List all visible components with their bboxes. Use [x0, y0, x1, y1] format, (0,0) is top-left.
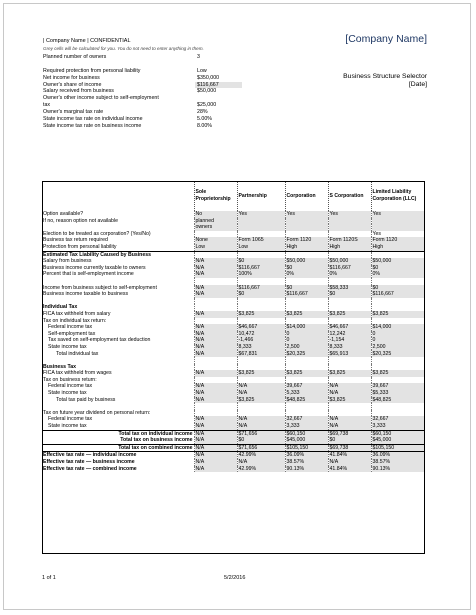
cell-value: N/A: [194, 466, 237, 473]
cell-value: N/A: [237, 383, 285, 390]
input-value[interactable]: $350,000: [197, 74, 220, 81]
input-row: [43, 61, 242, 68]
row-label: Business tax return required: [43, 237, 108, 244]
cell-value: 36.09%: [285, 452, 328, 459]
cell-value: $46,667: [237, 324, 285, 331]
cell-value: 39,667: [371, 383, 424, 390]
cell-value: $14,000: [371, 324, 424, 331]
input-value[interactable]: $25,000: [197, 102, 217, 109]
row-label: Election to be treated as corporation? (Yes/No): [43, 230, 151, 237]
cell-value: Form 1120S: [328, 237, 371, 244]
page-number: 1 of 1: [42, 575, 56, 581]
cell-value: No: [194, 211, 237, 218]
cell-value: $0: [328, 437, 371, 444]
cell-value: Form 1065: [237, 237, 285, 244]
cell-value: $60,150: [371, 430, 424, 437]
cell-value: 3,333: [285, 423, 328, 430]
cell-value: 100%: [237, 271, 285, 278]
input-value[interactable]: 3: [197, 54, 200, 60]
cell-value: $116,667: [328, 265, 371, 272]
cell-value: $116,667: [237, 285, 285, 292]
cell-value: N/A: [194, 337, 237, 344]
cell-value: 5,333: [285, 390, 328, 397]
company-name-title: [Company Name]: [345, 33, 427, 45]
cell-value: 38.57%: [371, 459, 424, 466]
row-label: Total individual tax: [56, 350, 99, 357]
cell-value: N/A: [237, 416, 285, 423]
cell-value: $105,150: [285, 444, 328, 452]
row-label: Total tax on individual income: [42, 430, 194, 437]
cell-value: N/A: [328, 383, 371, 390]
cell-value: -1,466: [237, 337, 285, 344]
cell-value: $116,667: [237, 265, 285, 272]
cell-value: $105,150: [371, 444, 424, 452]
cell-value: $69,738: [328, 444, 371, 452]
cell-value: $50,000: [371, 258, 424, 265]
cell-value: 8,333: [237, 344, 285, 351]
company-confidential-label: | Company Name | CONFIDENTIAL: [43, 38, 131, 44]
cell-value: 32,667: [285, 416, 328, 423]
cell-value: N/A: [194, 383, 237, 390]
input-label: State income tax rate on business income: [43, 122, 142, 129]
cell-value: 0: [285, 337, 328, 344]
cell-value: N/A: [194, 350, 237, 357]
cell-value: N/A: [194, 430, 237, 437]
cell-value: $50,000: [328, 258, 371, 265]
cell-value: $5,333: [371, 390, 424, 397]
row-label: Option available?: [43, 211, 84, 218]
cell-value: 3,333: [371, 423, 424, 430]
cell-value: $116,667: [371, 291, 424, 298]
cell-value: N/A: [237, 459, 285, 466]
column-header: Sole Proprietorship: [194, 181, 237, 211]
cell-value: $58,333: [328, 285, 371, 292]
cell-value: $3,825: [237, 397, 285, 404]
row-label: Federal income tax: [48, 383, 93, 390]
cell-value: $69,738: [328, 430, 371, 437]
cell-value: N/A: [237, 390, 285, 397]
input-row: [43, 116, 242, 123]
row-label: State income tax: [48, 390, 87, 397]
cell-value: $46,667: [328, 324, 371, 331]
row-label: Total tax paid by business: [56, 396, 116, 403]
cell-value: $0: [237, 291, 285, 298]
cell-value: Yes: [285, 211, 328, 218]
cell-value: $3,825: [371, 311, 424, 318]
cell-value: N/A: [194, 390, 237, 397]
cell-value: $0: [237, 258, 285, 265]
cell-value: N/A: [194, 416, 237, 423]
input-label: Owner's marginal tax rate: [43, 109, 104, 116]
row-label: Federal income tax: [48, 324, 93, 331]
input-label: [43, 61, 195, 68]
row-label: FICA tax withheld from wages: [43, 370, 112, 377]
row-label: Federal income tax: [48, 416, 93, 423]
cell-value: $3,825: [328, 397, 371, 404]
cell-value: 0: [285, 331, 328, 338]
cell-value: $3,825: [237, 311, 285, 318]
cell-value: None: [194, 237, 237, 244]
row-label: Total tax on business income: [120, 437, 193, 444]
cell-value: $60,150: [285, 430, 328, 437]
row-label: Tax saved on self-employment tax deduction: [48, 337, 151, 344]
input-label: State income tax rate on individual income: [43, 116, 143, 123]
row-label: Salary from business: [43, 258, 92, 265]
cell-value: $116,667: [285, 291, 328, 298]
input-label: Net income for business: [43, 74, 100, 81]
cell-value: $48,825: [285, 397, 328, 404]
cell-value: N/A: [328, 423, 371, 430]
cell-value: Form 1120: [371, 237, 424, 244]
cell-value: 10,472: [237, 331, 285, 338]
row-label: Effective tax rate — business income: [43, 459, 135, 466]
cell-value: N/A: [194, 331, 237, 338]
cell-value: N/A: [237, 423, 285, 430]
cell-value: $0: [285, 265, 328, 272]
row-label: Business income taxable to business: [43, 291, 129, 298]
cell-value: $0: [237, 437, 285, 444]
cell-value: 0: [371, 331, 424, 338]
input-value[interactable]: [195, 95, 242, 102]
cell-value: $71,656: [237, 444, 285, 452]
cell-value: Yes: [237, 211, 285, 218]
cell-value: 0%: [371, 271, 424, 278]
cell-value: Yes: [371, 211, 424, 218]
cell-value: N/A: [194, 452, 237, 459]
column-header: Limited Liability Corporation (LLC): [371, 181, 424, 211]
input-row: [43, 95, 242, 102]
cell-value: Low: [237, 244, 285, 251]
cell-value: 2,500: [285, 344, 328, 351]
row-label: Effective tax rate — individual income: [42, 452, 194, 459]
cell-value: 90.13%: [285, 466, 328, 473]
row-label: FICA tax withheld from salary: [43, 310, 111, 317]
input-value[interactable]: 8.00%: [197, 122, 213, 129]
cell-value: N/A: [328, 459, 371, 466]
input-label: Required protection from personal liability: [43, 67, 141, 74]
input-row: [43, 88, 242, 95]
cell-value: $14,000: [285, 324, 328, 331]
column-header: Corporation: [285, 181, 328, 211]
selector-title: Business Structure Selector: [343, 73, 427, 80]
cell-value: $20,325: [371, 350, 424, 357]
input-label: Planned number of owners: [43, 54, 107, 60]
cell-value: N/A: [328, 390, 371, 397]
row-label: Income from business subject to self-employment: [43, 284, 157, 291]
cell-value: planned: [194, 218, 237, 225]
column-header: Partnership: [237, 181, 285, 211]
input-value[interactable]: 5.00%: [197, 116, 213, 123]
footer-date: 5/2/2016: [224, 575, 246, 581]
cell-value[interactable]: Yes: [371, 231, 424, 238]
row-label: Estimated Tax Liability Caused by Business: [42, 251, 194, 258]
cell-value: N/A: [194, 258, 237, 265]
cell-value: High: [285, 244, 328, 251]
cell-value: 2,500: [371, 344, 424, 351]
input-row: [43, 82, 242, 89]
row-label: Protection from personal liability: [43, 244, 117, 251]
cell-value: Form 1120: [285, 237, 328, 244]
cell-value: 8,333: [328, 344, 371, 351]
cell-value: N/A: [194, 271, 237, 278]
cell-value: N/A: [194, 324, 237, 331]
row-label: State income tax: [48, 343, 87, 350]
input-label: Salary received from business: [43, 88, 114, 95]
cell-value: -1,154: [328, 337, 371, 344]
input-row: [43, 75, 242, 82]
row-label: Effective tax rate — combined income: [43, 465, 137, 472]
row-label: Individual Tax: [43, 304, 78, 311]
cell-value: 38.57%: [285, 459, 328, 466]
cell-value: 36.09%: [371, 452, 424, 459]
cell-value: N/A: [194, 265, 237, 272]
cell-value: $3,825: [371, 370, 424, 377]
table-outline: [42, 181, 425, 554]
cell-value: 90.13%: [371, 466, 424, 473]
cell-value: 0%: [328, 271, 371, 278]
cell-value: N/A: [194, 370, 237, 377]
input-row: [43, 109, 242, 116]
cell-value: High: [328, 244, 371, 251]
cell-value: $0: [371, 265, 424, 272]
row-label: Business income currently taxable to owners: [43, 264, 146, 271]
cell-value: 41.84%: [328, 466, 371, 473]
cell-value: N/A: [328, 416, 371, 423]
row-label: Percent that is self-employment income: [43, 271, 134, 278]
cell-value: N/A: [194, 423, 237, 430]
cell-value: $3,825: [328, 311, 371, 318]
input-row: [43, 68, 242, 75]
cell-value: N/A: [194, 285, 237, 292]
instructions-note: Grey cells will be calculated for you. You do not need to enter anything in them.: [43, 46, 204, 51]
row-label: Business Tax: [43, 363, 77, 370]
cell-value: $20,325: [285, 350, 328, 357]
cell-value: 42.99%: [237, 452, 285, 459]
input-value[interactable]: Low: [197, 67, 207, 74]
cell-value: $67,831: [237, 350, 285, 357]
cell-value: 12,242: [328, 331, 371, 338]
cell-value: 32,667: [371, 416, 424, 423]
input-value[interactable]: [195, 61, 242, 68]
input-value[interactable]: 28%: [197, 109, 208, 116]
cell-value: $0: [371, 285, 424, 292]
cell-value: 0: [371, 337, 424, 344]
row-label: If no, reason option not available: [43, 217, 118, 224]
input-value[interactable]: $50,000: [197, 88, 217, 95]
cell-value: Yes: [328, 211, 371, 218]
cell-value: $48,825: [371, 397, 424, 404]
cell-value: $3,825: [285, 311, 328, 318]
cell-value: $71,656: [237, 430, 285, 437]
cell-value: $65,913: [328, 350, 371, 357]
row-label: Self-employment tax: [48, 330, 96, 337]
cell-value: $3,825: [328, 370, 371, 377]
input-value: $116,667: [195, 82, 242, 89]
cell-value: N/A: [194, 459, 237, 466]
row-label: Tax on individual tax return:: [43, 317, 107, 324]
cell-value: High: [371, 244, 424, 251]
row-label: Tax on business return:: [43, 376, 97, 383]
input-label: Owner's share of income: [43, 81, 102, 88]
row-label: Tax on future year dividend on personal return:: [43, 409, 151, 416]
cell-value: N/A: [194, 311, 237, 318]
cell-value: 42.99%: [237, 466, 285, 473]
input-row: [43, 123, 242, 130]
cell-value: $0: [328, 291, 371, 298]
cell-value: N/A: [194, 397, 237, 404]
cell-value: $45,000: [285, 437, 328, 444]
cell-value: $0: [285, 285, 328, 292]
input-row: [43, 102, 242, 109]
cell-value: $3,825: [285, 370, 328, 377]
cell-value: N/A: [194, 444, 237, 452]
cell-value: Low: [194, 244, 237, 251]
cell-value: $50,000: [285, 258, 328, 265]
cell-value: 41.84%: [328, 452, 371, 459]
cell-value: $45,000: [371, 437, 424, 444]
cell-value: $3,825: [237, 370, 285, 377]
input-label: tax: [43, 102, 51, 109]
cell-value: N/A: [194, 344, 237, 351]
document-date: [Date]: [408, 81, 427, 88]
input-assumptions: [43, 54, 242, 130]
row-label: Total tax on combined income: [42, 444, 194, 452]
column-header: S Corporation: [328, 181, 371, 211]
cell-value: N/A: [194, 291, 237, 298]
cell-value: 0%: [285, 271, 328, 278]
row-label: State income tax: [48, 423, 87, 430]
cell-value: owners: [194, 224, 237, 231]
cell-value: N/A: [194, 437, 237, 444]
cell-value: 39,667: [285, 383, 328, 390]
input-label: Owner's other income subject to self-employment: [43, 95, 159, 102]
input-row: [43, 54, 242, 61]
